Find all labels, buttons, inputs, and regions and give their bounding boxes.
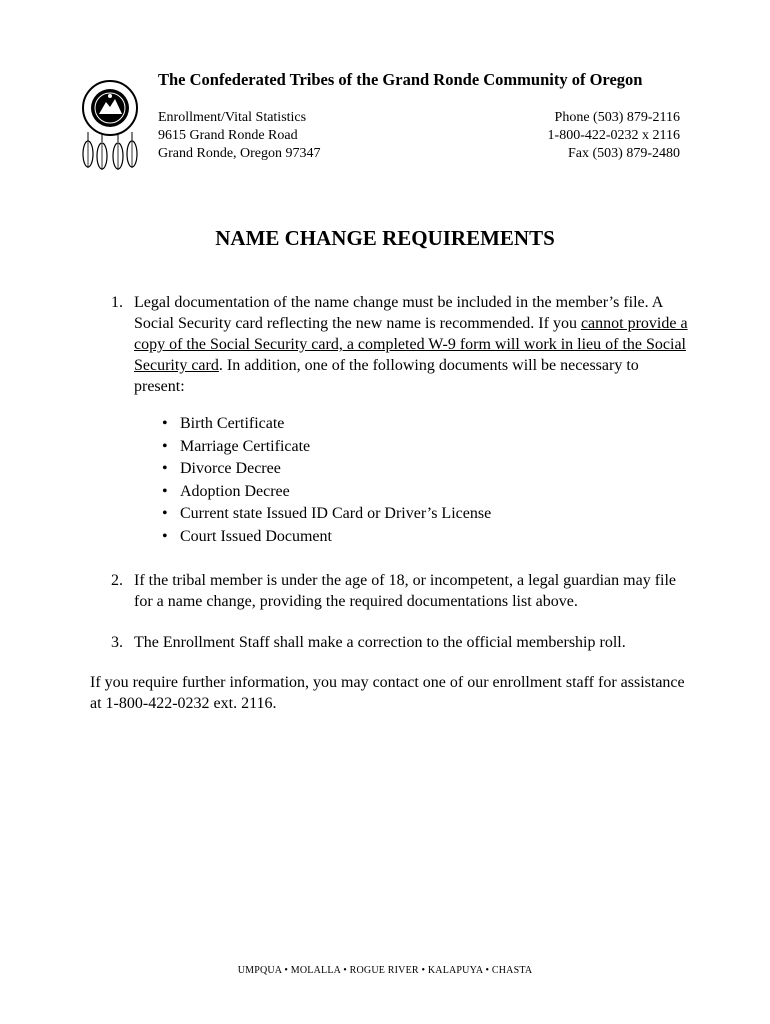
- bullet: •: [162, 505, 168, 522]
- address-line: Grand Ronde, Oregon 97347: [158, 146, 321, 161]
- item-text: . In addition, one of the following documents will be necessary to present:: [134, 357, 639, 395]
- requirement-item-3: [90, 632, 690, 653]
- document-list: [134, 413, 690, 548]
- bullet: •: [162, 460, 168, 477]
- department-address: [158, 109, 321, 163]
- bullet: •: [162, 415, 168, 432]
- address-line: Enrollment/Vital Statistics: [158, 110, 307, 125]
- fax-number: Fax (503) 879-2480: [568, 146, 680, 161]
- requirement-item-1: [90, 292, 690, 548]
- list-item: • Current state Issued ID Card or Driver’s License: [134, 503, 690, 526]
- list-item: • Marriage Certificate: [134, 436, 690, 459]
- closing-paragraph: If you require further information, you may contact one of our enrollment staff for assistance at 1-800-422-0232 ext. 2116.: [90, 674, 685, 712]
- requirements-body: [90, 292, 690, 714]
- item-text: Legal documentation of the name change must be included in the member’s file. A Social Security card reflecting the new name is recommended. If you: [134, 294, 663, 332]
- item-number: 1.: [111, 294, 123, 311]
- list-item: • Birth Certificate: [134, 413, 690, 436]
- organization-title: The Confederated Tribes of the Grand Ronde Community of Oregon: [158, 70, 643, 89]
- list-item: • Court Issued Document: [134, 526, 690, 549]
- contact-info: [548, 109, 680, 163]
- bullet: •: [162, 482, 168, 500]
- document-title: NAME CHANGE REQUIREMENTS: [215, 226, 555, 250]
- list-item: • Adoption Decree: [134, 481, 690, 504]
- footer-tribes-list: UMPQUA • MOLALLA • ROGUE RIVER • KALAPUYA • CHASTA: [237, 965, 533, 976]
- requirement-item-2: [90, 570, 690, 612]
- list-item: • Divorce Decree: [134, 458, 690, 481]
- item-number: 3.: [111, 634, 123, 651]
- phone-number: Phone (503) 879-2116: [554, 110, 680, 125]
- item-text: If the tribal member is under the age of 18, or incompetent, a legal guardian may file for a name change, providing the required documentations list above.: [134, 572, 677, 610]
- bullet: •: [162, 437, 168, 455]
- address-line: 9615 Grand Ronde Road: [158, 128, 298, 143]
- bullet: •: [162, 527, 168, 545]
- item-number: 2.: [111, 572, 123, 589]
- tribal-seal-logo: [80, 76, 140, 176]
- item-text: The Enrollment Staff shall make a correction to the official membership roll.: [134, 634, 626, 651]
- item-text-underlined: cannot provide a copy of the Social Security card, a completed W-9 form will work in lieu of the Social Security card: [134, 315, 688, 374]
- toll-free-number: 1-800-422-0232 x 2116: [547, 128, 680, 143]
